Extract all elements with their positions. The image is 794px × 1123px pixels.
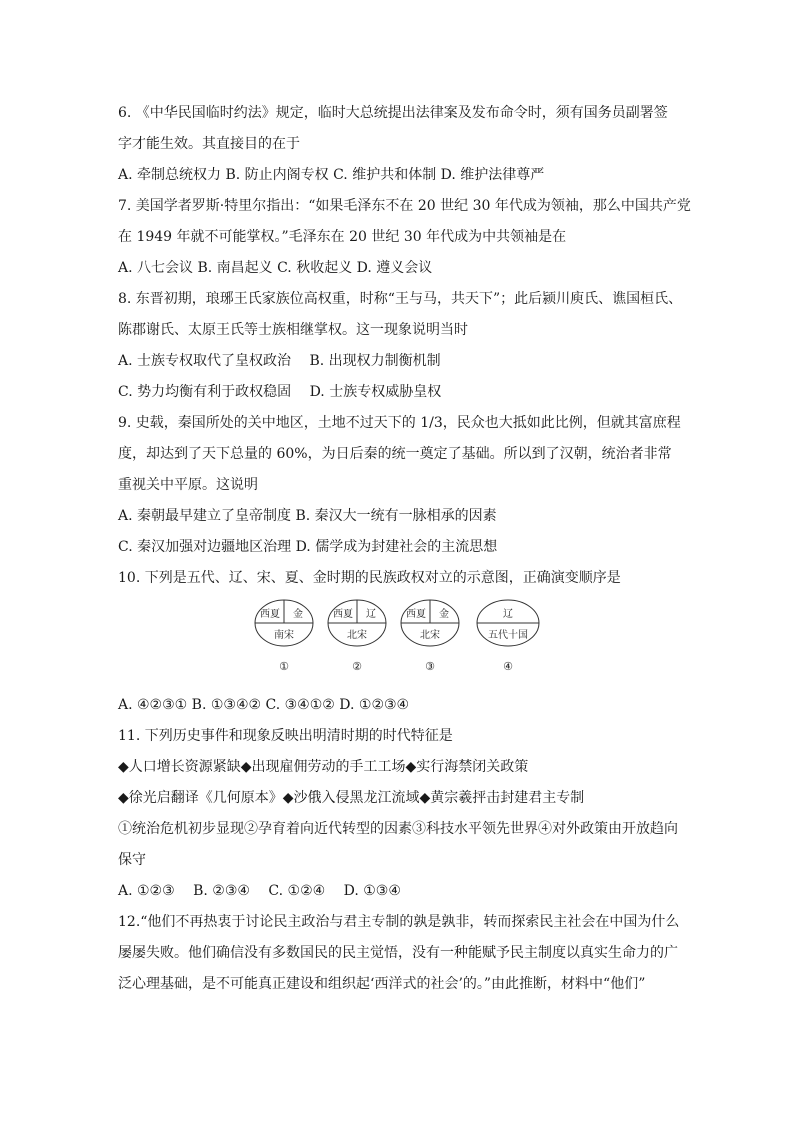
answer-options: C. 势力均衡有利于政权稳固 D. 士族专权威胁皇权 — [118, 384, 442, 400]
event-list: ◆人口增长资源紧缺◆出现雇佣劳动的手工工场◆实行海禁闭关政策 — [118, 759, 529, 775]
diagram-label: 辽 — [366, 609, 376, 620]
diagram-circle-3 — [401, 600, 459, 673]
question-stem: 屡屡失败。他们确信没有多数国民的民主觉悟，没有一种能赋予民主制度以真实生命力的广 — [118, 945, 678, 961]
regime-diagram-svg — [253, 598, 553, 676]
diagram-label: 金 — [293, 609, 303, 620]
diagram-circle-4 — [477, 600, 539, 673]
diagram-circle-2 — [328, 600, 386, 673]
question-9 — [118, 408, 688, 563]
question-stem: 8. 东晋初期，琅琊王氏家族位高权重，时称“王与马，共天下”；此后颍川庾氏、谯国桓氏、 — [118, 291, 683, 307]
choice-list: ①统治危机初步显现②孕育着向近代转型的因素③科技水平领先世界④对外政策由开放趋向 — [118, 821, 678, 837]
question-stem: 字才能生效。其直接目的在于 — [118, 136, 300, 152]
question-10 — [118, 563, 688, 721]
answer-options: A. 八七会议 B. 南昌起义 C. 秋收起义 D. 遵义会议 — [118, 260, 433, 276]
diagram-number: ④ — [503, 660, 513, 673]
choice-list: 保守 — [118, 852, 146, 868]
diagram-label: 西夏 — [406, 609, 426, 620]
answer-options: A. ①②③ B. ②③④ C. ①②④ D. ①③④ — [118, 883, 401, 899]
answer-options: A. ④②③① B. ①③④② C. ③④①② D. ①②③④ — [118, 697, 410, 713]
diagram-label: 西夏 — [260, 609, 280, 620]
question-stem: 11. 下列历史事件和现象反映出明清时期的时代特征是 — [118, 728, 453, 744]
diagram-label: 五代十国 — [488, 630, 528, 641]
question-stem: 9. 史载，秦国所处的关中地区，土地不过天下的 1/3，民众也大抵如此比例，但就其富庶程 — [118, 415, 681, 431]
question-stem: 10. 下列是五代、辽、宋、夏、金时期的民族政权对立的示意图，正确演变顺序是 — [118, 570, 621, 586]
exam-content — [118, 98, 691, 1000]
diagram-label: 北宋 — [420, 630, 440, 641]
question-stem: 在 1949 年就不可能掌权。”毛泽东在 20 世纪 30 年代成为中共领袖是在 — [118, 229, 567, 245]
answer-options: C. 秦汉加强对边疆地区治理 D. 儒学成为封建社会的主流思想 — [118, 539, 498, 555]
question-12 — [118, 907, 688, 1000]
question-stem: 6. 《中华民国临时约法》规定，临时大总统提出法律案及发布命令时，须有国务员副署签 — [118, 105, 668, 121]
diagram-number: ③ — [425, 660, 435, 673]
question-8 — [118, 284, 688, 408]
question-stem: 12.“他们不再热衷于讨论民主政治与君主专制的孰是孰非，转而探索民主社会在中国为什么 — [118, 914, 680, 930]
diagram-label: 西夏 — [333, 609, 353, 620]
question-7 — [118, 191, 691, 284]
regime-diagram — [118, 594, 688, 690]
question-stem: 7. 美国学者罗斯·特里尔指出：“如果毛泽东不在 20 世纪 30 年代成为领袖，那么中国共产党 — [118, 198, 691, 214]
question-stem: 重视关中平原。这说明 — [118, 477, 258, 493]
diagram-label: 金 — [439, 609, 449, 620]
question-stem: 陈郡谢氏、太原王氏等士族相继掌权。这一现象说明当时 — [118, 322, 468, 338]
question-6 — [118, 98, 688, 191]
diagram-number: ② — [352, 660, 362, 673]
question-stem: 泛心理基础，是不可能真正建设和组织起‘西洋式的社会’的。”由此推断，材料中“他们” — [118, 976, 646, 992]
diagram-number: ① — [279, 660, 289, 673]
answer-options: A. 秦朝最早建立了皇帝制度 B. 秦汉大一统有一脉相承的因素 — [118, 508, 497, 524]
answer-options: A. 牵制总统权力 B. 防止内阁专权 C. 维护共和体制 D. 维护法律尊严 — [118, 167, 545, 183]
diagram-label: 南宋 — [274, 630, 294, 641]
question-11 — [118, 721, 688, 907]
question-stem: 度，却达到了天下总量的 60%，为日后秦的统一奠定了基础。所以到了汉朝，统治者非常 — [118, 446, 672, 462]
diagram-label: 北宋 — [347, 630, 367, 641]
diagram-label: 辽 — [503, 609, 513, 620]
answer-options: A. 士族专权取代了皇权政治 B. 出现权力制衡机制 — [118, 353, 441, 369]
event-list: ◆徐光启翻译《几何原本》◆沙俄入侵黑龙江流域◆黄宗羲抨击封建君主专制 — [118, 790, 585, 806]
diagram-circle-1 — [255, 600, 313, 673]
